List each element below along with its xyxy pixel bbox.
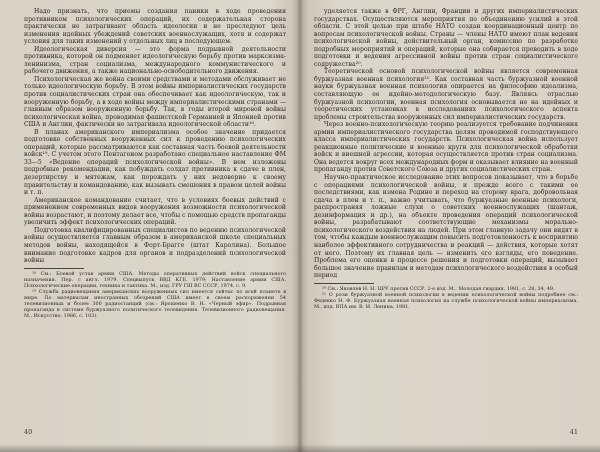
paragraph: Надо признать, что приемы создания паники в ходе проведения противником психологических операций, их содержательная сторона практически не затрагивают область идеологии и не преследуют цель изменения идейных убеждений советских военнослужащих, хотя и содержат условия для таких изменений у отдельных лиц в последующем.	[24, 8, 286, 46]
paragraph: уделяется также в ФРГ, Англии, Франции и других империалистических государствах. Осуществляются мероприятия по объединению усилий в этой области. С этой целью при штабе НАТО создан координационный центр по вопросам психологической войны. Страны — члены НАТО имеют план ведения психологической войны, действительный орган, комиссию по разработке подробных мероприятий и операций, которые она собирается проводить в ходе подготовки и ведения агрессивной войны против стран социалистического содружества²⁰.	[314, 8, 578, 68]
footnote-separator	[314, 283, 374, 284]
left-page-footnotes	[24, 271, 286, 319]
page-number: 40	[24, 428, 33, 436]
paragraph: Научно-практическое исследование этих вопросов показывает, что в борьбе с операциями психологической войны, и прежде всего с такими ее последствиями, как измена Родине и переход на сторону врага, добровольная сдача в плен и т. п., важно учитывать, что буржуазные военные психологи, распространяя ложные слухи о советских военнослужащих (шантаж, дезинформация и др.), на объекте проведения операций психологической войны, разрабатывают соответствующие механизмы морально-психологического воздействия на людей. При этом главную задачу они видят в том, чтобы каждым военнослужащим повысить подготовленность к восприятию наиболее эффективного сотрудничества и реакций — действия, которые хотят от него. Поэтому их главная цель — изменить его взгляды, его поведение. Проблема его оценки в процессе решения и подготовки операций, вызывает большое значение правилам и методам психологического воздействия в особый период	[314, 174, 578, 280]
paragraph: Через военно-психологическую теорию реализуется требование подчинения армии империалистического государства целям проводимой господствующего класса империалистических государств. Психологическая война использует реакционные политические и военные круги для психологической обработки войск и внешней агрессии, которая осуществляется против стран социализма. Она ведется вокруг всех международных форм и оказывает влияние на военный пропаганду против Советского Союза и других социалистических стран.	[314, 121, 578, 174]
left-page-body	[24, 8, 286, 265]
paragraph: В планах американского империализма особое значение придается подготовке собственных вооруженных сил к проведению психологических операций, которые рассматриваются как составная часть боевой деятельности войск¹⁹. С учетом этого Пентагоном разработано специальное наставление ФМ 33—5 «Ведение операций психологической войны». В нем изложены подробные рекомендации, как побуждать солдат противника к сдаче в плен, дезертирству и мятежам, как порождать у них недоверие к своему правительству и командованию, как вызывать смешения в правом целей войны и т. п.	[24, 128, 286, 197]
footnote: ¹⁸ См.: Боевой устав армии США. Методы оперативных действий войск специального назначения. Пер. с англ. 1979. Спецвыпуск ВВД КГБ. 1979; Наставление армии США. Психологические операции, техника и тактика. М., изд. ГРУ ГШ ВС СССР, 1974, с. 9.	[24, 270, 286, 289]
footnote-separator	[24, 268, 84, 269]
right-page-footnotes	[314, 286, 578, 310]
right-page	[300, 0, 600, 452]
page-number: 41	[569, 428, 578, 436]
footnote: ²⁰ См.: Яковлев Н. Н. ЦРУ против СССР. 2-е изд. М., Молодая гвардия, 1981, с. 28, 34, 49.	[322, 285, 555, 292]
paragraph: Идеологическая диверсия — это форма подрывной деятельности противника, которой он подменяет идеологическую борьбу против марксизма-ленинизма, стран социализма, международного коммунистического и рабочего движения, а также национально-освободительного движения.	[24, 45, 286, 76]
footnote: ¹⁹ Служба радиовещания американских вооруженных сил имеется сейчас по всей планете в мире. По материалам иностранных обозрений США имеет в своем распоряжении 54 телевизионных и более 300 радиостанций (см.: Ярошенко В. Н. «Черный эфир». Подрывная пропаганда в системе буржуазного политического телевидения. Телевизионного радиовещания. М., Искусство, 1986, с. 103).	[24, 288, 286, 319]
paragraph: Психологическая же война своими средствами и методами обслуживает не только идеологическую борьбу. В этом войны империалистических государств против социалистических стран она обеспечивает как идеологическую, так и вооруженную борьбу, а в ходе войны между империалистическими странами — главным образом вооруженную борьбу. Так, в годы второй мировой войны психологическая война, проводимая фашистской Германией и Японией против США и Англии, фактически не затрагивала идеологической области¹⁸.	[24, 75, 286, 129]
right-page-body	[314, 8, 578, 280]
paragraph: Теоретической основой психологической войны является современная буржуазная военная психология²¹. Как составная часть буржуазной военной науки буржуазная военная психология опирается на философию идеализма, составляющую ее идейно-методологическую базу. Являясь отраслью буржуазной психологии, военная психология основывается не на идейных и теоретических установках в исследованиях психологического аспекта проблемы строительства вооруженных сил империалистических государств.	[314, 68, 578, 121]
paragraph: Американское командование считает, что в условиях боевых действий с применением современных видов вооружения возможности психологической войны возрастают, и поэтому делает все, чтобы с помощью средств пропаганды увеличить эффект психологических операций.	[24, 196, 286, 227]
footnote: ²¹ О роли буржуазной военной психологии в ведении психологической войны подробнее см.: Федекко Н. Ф. Буржуазная военная психология на службе психологической войны империализма. М., изд. ВПА им. В. И. Ленина, 1981.	[314, 291, 578, 310]
paragraph: Подготовка квалифицированных специалистов по ведению психологической войны осуществляется главным образом в американской школе специальных методов войны, находящейся в Форт-Брагге (штат Каролина). Большое внимание подготовке кадров для органов и подразделений психологической войны	[24, 226, 286, 265]
